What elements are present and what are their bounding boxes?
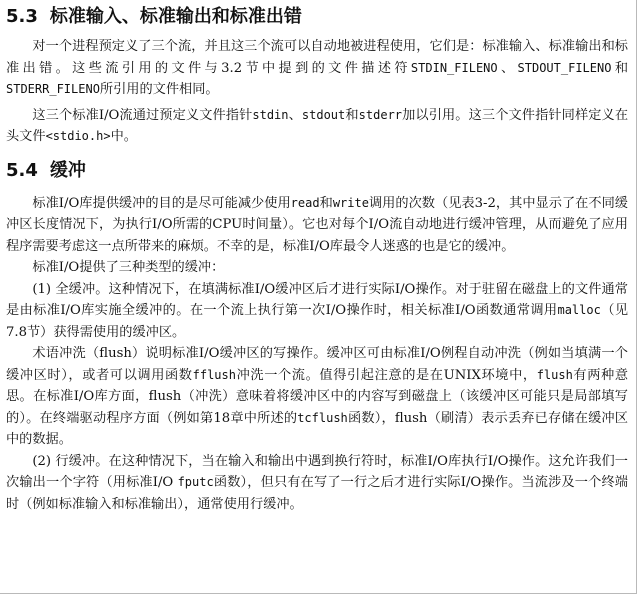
code-identifier: flush (536, 367, 573, 382)
text-run: （见7.8节）获得需使用的缓冲区。 (6, 303, 629, 340)
code-identifier: malloc (557, 303, 601, 317)
section-heading (6, 4, 628, 30)
text-run: 有两种意思。在标准I/O库方面，flush（冲洗）意味着将缓冲区中的内容写到磁盘上（该缓冲区可能只是局部填写的）。在终端驱动程序方面（例如第18章中所述的 (6, 367, 629, 426)
paragraph (6, 257, 628, 279)
paragraph (6, 451, 628, 516)
text-run: 和 (319, 195, 333, 211)
code-identifier: fflush (192, 367, 236, 382)
text-run: 标准I/O库提供缓冲的目的是尽可能减少使用 (32, 195, 291, 211)
code-identifier: write (332, 195, 369, 210)
paragraph (6, 279, 628, 344)
code-identifier: STDERR_FILENO (6, 82, 100, 96)
text-run: 术语冲洗（flush）说明标准I/O缓冲区的写操作。缓冲区可由标准I/O例程自动冲洗（例如当填满一个缓冲区时），或者可以调用函数 (6, 346, 628, 383)
code-identifier: fputc (177, 475, 214, 489)
section-title: 缓冲 (49, 159, 86, 181)
text-run: 标准I/O提供了三种类型的缓冲： (32, 260, 225, 275)
paragraph (6, 343, 628, 451)
text-run: 、 (497, 60, 518, 76)
paragraph (6, 36, 628, 101)
text-run: 和 (345, 107, 359, 123)
text-run: 函数），flush（刷清）表示丢弃已存储在缓冲区中的数据。 (6, 410, 628, 447)
text-run: (2) 行缓冲。在这种情况下，当在输入和输出中遇到换行符时，标准I/O库执行I/O操作。这允许我们一次输出一个字符（用标准I/O (6, 453, 628, 490)
code-identifier: <stdio.h> (45, 129, 111, 143)
text-run: 函数），但只有在写了一行之后才进行实际I/O操作。当流涉及一个终端时（例如标准输入和标准输出），通常使用行缓冲。 (6, 475, 628, 512)
paragraph (6, 193, 628, 258)
section-number: 5.3 (6, 6, 38, 27)
text-run: 所引用的文件相同。 (99, 82, 219, 97)
code-identifier: STDIN_FILENO (410, 60, 498, 75)
section-5-4 (6, 158, 628, 516)
section-heading (6, 158, 628, 184)
text-run: 对一个进程预定义了三个流，并且这三个流可以自动地被进程使用，它们是：标准输入、标准输出和标准出错。这些流引用的文件与3.2节中提到的文件描述符 (6, 39, 628, 76)
section-5-3 (6, 4, 628, 148)
text-run: 和 (611, 60, 628, 76)
text-run: 、 (288, 107, 302, 123)
code-identifier: read (290, 195, 320, 210)
section-number: 5.4 (6, 159, 38, 181)
text-run: 加以引用。这三个文件指针同样定义在头文件 (6, 107, 629, 144)
code-identifier: STDOUT_FILENO (517, 60, 612, 75)
text-run: 冲洗一个流。值得引起注意的是在UNIX环境中， (235, 367, 537, 383)
code-identifier: stdin (252, 107, 289, 122)
text-run: 调用的次数（见表3-2，其中显示了在不同缓冲区长度情况下，为执行I/O所需的CPU时间量）。它也对每个I/O流自动地进行缓冲管理，从而避免了应用程序需要考虑这一点所带来的麻烦。不幸的是，标准I/O库最令人迷惑的也是它的缓冲。 (6, 195, 628, 254)
paragraph (6, 105, 628, 148)
code-identifier: stderr (358, 107, 403, 122)
code-identifier: stdout (301, 107, 346, 122)
section-title: 标准输入、标准输出和标准出错 (49, 6, 302, 27)
text-run: 这三个标准I/O流通过预定义文件指针 (32, 107, 253, 123)
text-run: (1) 全缓冲。这种情况下，在填满标准I/O缓冲区后才进行实际I/O操作。对于驻留在磁盘上的文件通常是由标准I/O库实施全缓冲的。在一个流上执行第一次I/O操作时，相关标准I/O函数通常调用 (6, 281, 628, 318)
text-run: 中。 (110, 129, 137, 144)
code-identifier: tcflush (297, 410, 348, 425)
